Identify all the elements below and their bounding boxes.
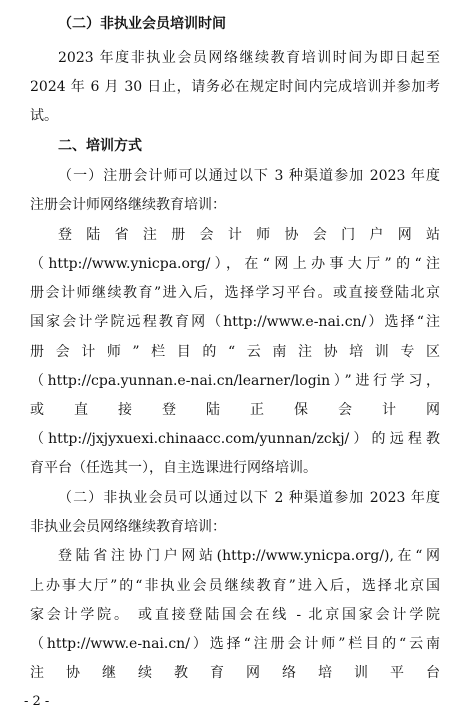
- paragraph-line: （http://cpa.yunnan.e-nai.cn/learner/login）”进行学习，: [30, 373, 440, 389]
- paragraph-line: （http://www.ynicpa.org/），在“网上办事大厅”的“注: [30, 256, 440, 272]
- page-number: - 2 -: [24, 694, 50, 709]
- paragraph-line: 册会计师继续教育”进入后，选择学习平台。或直接登陆北京: [30, 285, 440, 301]
- paragraph-line: 或直接登陆正保会计网: [30, 402, 440, 418]
- paragraph-line: （二）非执业会员可以通过以下 2 种渠道参加 2023 年度: [58, 490, 440, 506]
- paragraph-line: 家会计学院。 或直接登陆国会在线 - 北京国家会计学院: [30, 607, 440, 623]
- section-heading-non-practicing-training-time: （二）非执业会员培训时间: [58, 16, 226, 32]
- paragraph-line: 非执业会员网络继续教育培训：: [30, 519, 226, 535]
- paragraph-line: （http://jxjyxuexi.chinaacc.com/yunnan/zckj/）的远程教: [30, 431, 440, 447]
- paragraph-line: 上办事大厅”的“非执业会员继续教育”进入后，选择北京国: [30, 578, 440, 594]
- paragraph-line: 2024 年 6 月 30 日止，请务必在规定时间内完成培训并参加考: [30, 79, 440, 95]
- paragraph-line: 注协继续教育网络培训平台: [30, 665, 440, 681]
- paragraph-line: 注册会计师网络继续教育培训：: [30, 197, 226, 213]
- paragraph-line: 2023 年度非执业会员网络继续教育培训时间为即日起至: [58, 50, 440, 66]
- paragraph-line: 试。: [30, 108, 58, 124]
- paragraph-line: 国家会计学院远程教育网（http://www.e-nai.cn/）选择“注: [30, 314, 440, 330]
- paragraph-line: （http://www.e-nai.cn/）选择“注册会计师”栏目的“云南: [30, 636, 440, 652]
- paragraph-line: 育平台（任选其一），自主选课进行网络培训。: [30, 460, 317, 476]
- paragraph-line: 登陆省注册会计师协会门户网站: [58, 227, 440, 243]
- paragraph-line: 登陆省注协门户网站(http://www.ynicpa.org/),在“网: [58, 548, 440, 564]
- paragraph-line: （一）注册会计师可以通过以下 3 种渠道参加 2023 年度: [58, 168, 440, 184]
- paragraph-line: 册会计师”栏目的“云南注协培训专区: [30, 344, 440, 360]
- section-heading-training-methods: 二、培训方式: [58, 138, 142, 154]
